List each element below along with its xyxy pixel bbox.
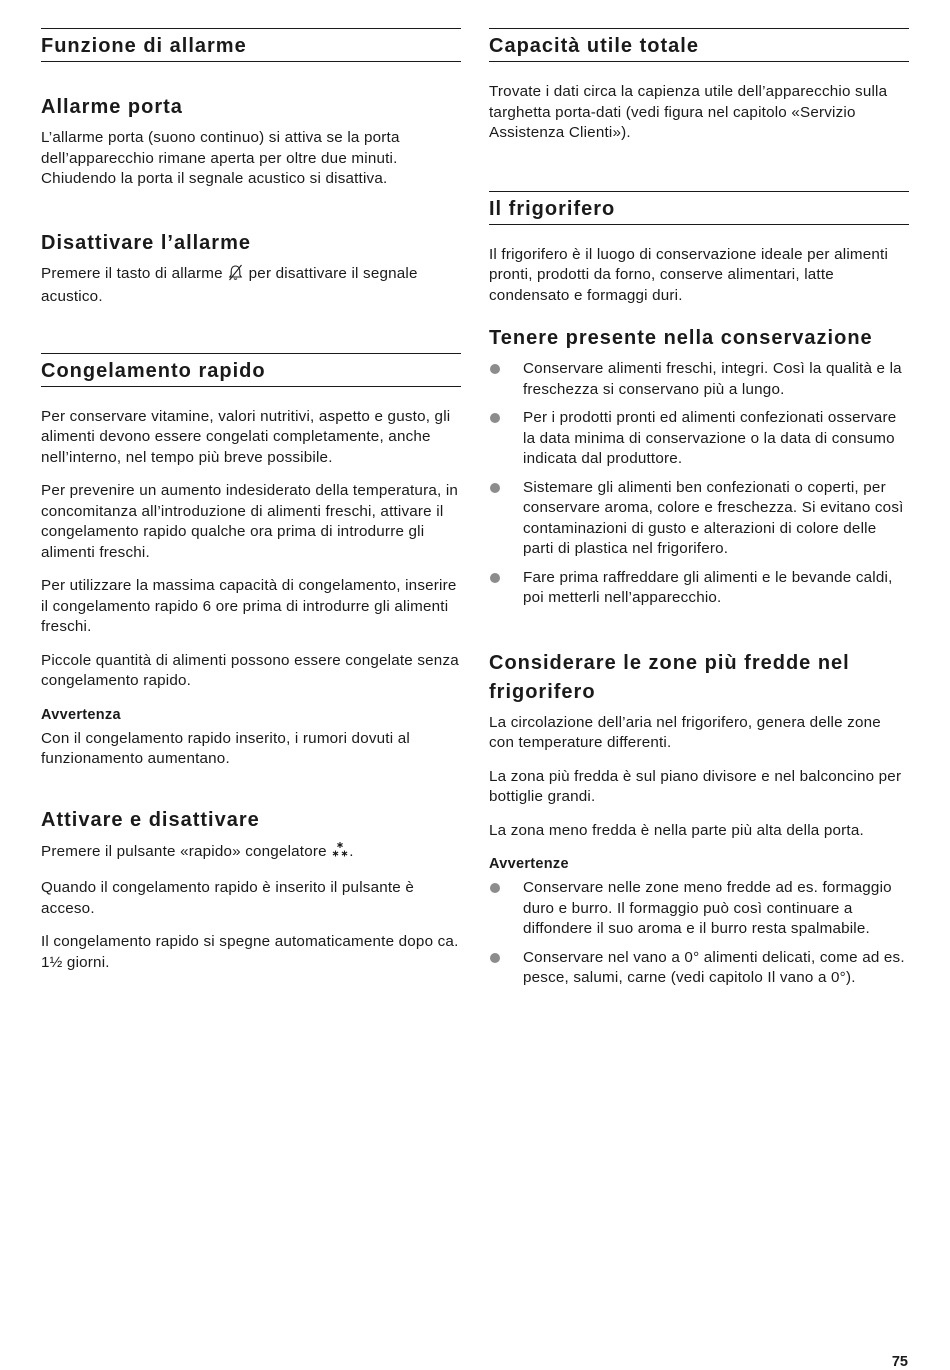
paragraph-zone-1: La circolazione dell’aria nel frigorifero, genera delle zone con temperature differenti. [489,713,881,751]
avvertenza-label: Avvertenza [41,706,121,723]
heading-allarme-porta: Allarme porta [41,96,183,118]
disattivare-text-before: Premere il tasto di allarme [41,264,228,282]
heading-zone-fredde: Considerare le zone più fredde nel frigorifero [489,651,850,703]
list-item-text: Conservare nelle zone meno fredde ad es. formaggio duro e burro. Il formaggio può così continuare a diffondere il suo aroma e il burro resta spalmabile. [523,879,892,937]
list-item [489,478,909,560]
avvertenze-label: Avvertenze [489,856,569,872]
section-title-capacita: Capacità utile totale [489,28,909,62]
paragraph-disattivare-allarme [41,264,461,308]
list-item-text: Per i prodotti pronti ed alimenti confezionati osservare la data minima di conservazione o la data di consumo indicata dal produttore. [523,409,897,467]
list-tenere-presente [489,359,909,609]
left-column [41,28,461,986]
attivare-text-before: Premere il pulsante «rapido» congelatore [41,842,332,860]
heading-disattivare-allarme: Disattivare l’allarme [41,231,251,254]
section-title-funzione-allarme: Funzione di allarme [41,28,461,62]
bullet-dot [490,573,500,583]
right-column [489,28,909,997]
bullet-dot [490,883,500,893]
paragraph-capacita: Trovate i dati circa la capienza utile dell’apparecchio sulla targhetta porta-dati (vedi figura nel capitolo «Servizio Assistenza Clienti»). [489,83,888,141]
bullet-dot [490,483,500,493]
heading-tenere-presente: Tenere presente nella conservazione [489,327,873,349]
disattivare-text-after: per disattivare il segnale acustico. [41,264,418,305]
bell-off-icon [227,264,244,288]
bullet-dot [490,953,500,963]
list-item-text: Fare prima raffreddare gli alimenti e le bevande caldi, poi metterli nell’apparecchio. [523,568,893,606]
list-item [489,359,909,400]
bullet-dot [490,364,500,374]
paragraph-congelamento-4: Piccole quantità di alimenti possono essere congelate senza congelamento rapido. [41,651,459,689]
paragraph-zone-2: La zona più fredda è sul piano divisore e nel balconcino per bottiglie grandi. [489,767,902,805]
bullet-dot [490,413,500,423]
attivare-text-after: . [349,842,354,860]
paragraph-attivare-3: Il congelamento rapido si spegne automaticamente dopo ca. 1½ giorni. [41,933,459,971]
list-item-text: Conservare alimenti freschi, integri. Così la qualità e la freschezza si conservano più a lungo. [523,360,902,398]
list-item [489,948,909,989]
paragraph-congelamento-3: Per utilizzare la massima capacità di congelamento, inserire il congelamento rapido 6 ore prima di introdurre gli alimenti freschi. [41,577,457,635]
list-item [489,878,909,940]
list-item [489,568,909,609]
paragraph-congelamento-1: Per conservare vitamine, valori nutritivi, aspetto e gusto, gli alimenti devono essere congelati completamente, anche nell’interno, nel tempo più breve possibile. [41,407,451,466]
section-title-congelamento-rapido: Congelamento rapido [41,353,461,387]
snowflake-cluster-icon [331,841,349,866]
heading-attivare-disattivare: Attivare e disattivare [41,808,260,831]
section-title-frigorifero: Il frigorifero [489,191,909,225]
list-item [489,408,909,470]
list-item-text: Conservare nel vano a 0° alimenti delicati, come ad es. pesce, salumi, carne (vedi capitolo Il vano a 0°). [523,948,905,986]
paragraph-congelamento-2: Per prevenire un aumento indesiderato della temperatura, in concomitanza all’introduzione di alimenti freschi, attivare il congelamento rapido qualche ora prima di introdurre gli alimenti freschi. [41,482,459,561]
paragraph-zone-3: La zona meno fredda è nella parte più alta della porta. [489,821,864,839]
list-item-text: Sistemare gli alimenti ben confezionati o coperti, per conservare aroma, colore e freschezza. Si evitano così contaminazioni di gusto e alterazioni di colore delle parti di plastica nel frigorifero. [523,478,904,557]
paragraph-frigorifero: Il frigorifero è il luogo di conservazione ideale per alimenti pronti, prodotti da forno, conserve alimentari, latte condensato e formaggi duri. [489,245,889,304]
page-number: 75 [891,1354,908,1370]
paragraph-attivare-1 [41,841,461,866]
avvertenza-text: Con il congelamento rapido inserito, i rumori dovuti al funzionamento aumentano. [41,729,410,767]
paragraph-attivare-2: Quando il congelamento rapido è inserito il pulsante è acceso. [41,879,415,917]
list-avvertenze [489,878,909,989]
paragraph-allarme-porta: L’allarme porta (suono continuo) si attiva se la porta dell’apparecchio rimane aperta per oltre due minuti. Chiudendo la porta il segnale acustico si disattiva. [41,129,400,187]
